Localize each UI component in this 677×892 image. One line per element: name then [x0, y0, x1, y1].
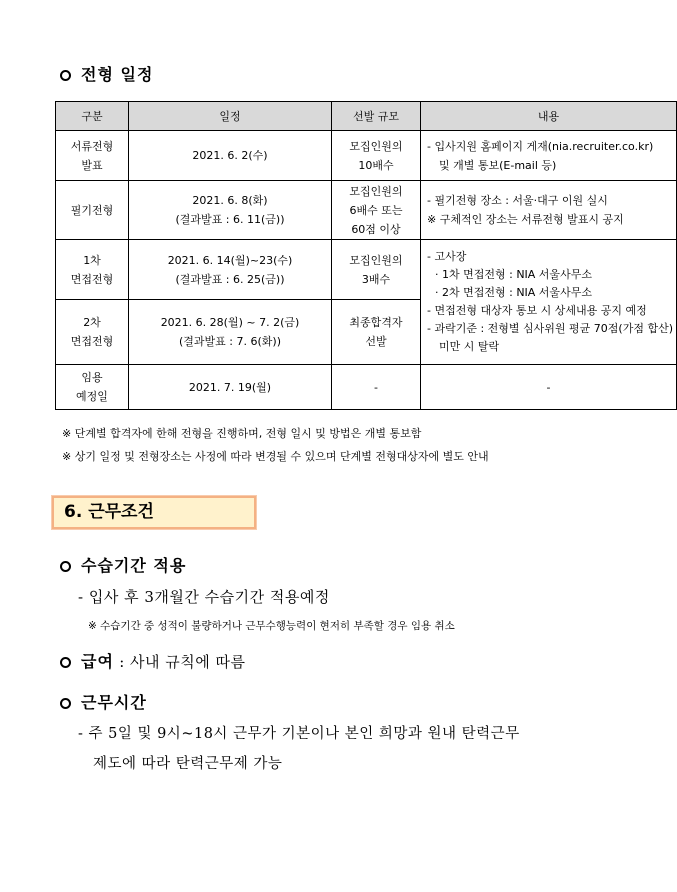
table-row — [56, 131, 677, 181]
hours-heading: 근무시간 — [60, 690, 147, 713]
row-content: - 필기전형 장소 : 서울·대구 이원 실시 ※ 구체적인 장소는 서류전형 발표시 공지 — [421, 181, 677, 240]
row-content: - — [421, 365, 677, 410]
row-date: 2021. 7. 19(월) — [129, 365, 332, 410]
header-date: 일정 — [129, 102, 332, 131]
table-row — [56, 181, 677, 240]
header-type: 구분 — [56, 102, 129, 131]
salary-heading: 급여 — [81, 652, 114, 671]
row-content: - 입사지원 홈페이지 게재(nia.recruiter.co.kr) 및 개별 통보(E-mail 등) — [421, 131, 677, 181]
row-scale: 모집인원의 6배수 또는 60점 이상 — [332, 181, 421, 240]
probation-text: - 입사 후 3개월간 수습기간 적용예정 — [78, 588, 330, 606]
circle-bullet-icon — [60, 561, 71, 572]
probation-note: ※ 수습기간 중 성적이 불량하거나 근무수행능력이 현저히 부족할 경우 임용 취소 — [88, 620, 455, 632]
circle-bullet-icon — [60, 698, 71, 709]
header-content: 내용 — [421, 102, 677, 131]
row-type: 서류전형 발표 — [56, 131, 129, 181]
schedule-table — [55, 101, 677, 410]
row-type: 1차 면접전형 — [56, 240, 129, 300]
row-scale: 모집인원의 3배수 — [332, 240, 421, 300]
table-header-row — [56, 102, 677, 131]
header-scale: 선발 규모 — [332, 102, 421, 131]
row-scale: 최종합격자 선발 — [332, 300, 421, 365]
probation-heading: 수습기간 적용 — [60, 553, 186, 576]
row-scale: - — [332, 365, 421, 410]
row-type: 임용 예정일 — [56, 365, 129, 410]
row-date: 2021. 6. 14(월)~23(수) (결과발표 : 6. 25(금)) — [129, 240, 332, 300]
row-date: 2021. 6. 2(수) — [129, 131, 332, 181]
section6-title: 6. 근무조건 — [52, 496, 256, 529]
circle-bullet-icon — [60, 70, 71, 81]
row-date: 2021. 6. 8(화) (결과발표 : 6. 11(금)) — [129, 181, 332, 240]
schedule-heading: 전형 일정 — [60, 62, 153, 85]
row-scale: 모집인원의 10배수 — [332, 131, 421, 181]
table-row — [56, 240, 677, 300]
salary-text: : 사내 규칙에 따름 — [113, 653, 246, 671]
row-type: 2차 면접전형 — [56, 300, 129, 365]
hours-text-line1: - 주 5일 및 9시~18시 근무가 기본이나 본인 희망과 원내 탄력근무 — [78, 726, 520, 742]
schedule-note-1: ※ 단계별 합격자에 한해 전형을 진행하며, 전형 일시 및 방법은 개별 통보함 — [62, 427, 422, 440]
row-date: 2021. 6. 28(월) ~ 7. 2(금) (결과발표 : 7. 6(화)) — [129, 300, 332, 365]
hours-text-line2: 제도에 따라 탄력근무제 가능 — [93, 756, 283, 772]
salary-line — [60, 649, 245, 672]
row-type: 필기전형 — [56, 181, 129, 240]
schedule-note-2: ※ 상기 일정 및 전형장소는 사정에 따라 변경될 수 있으며 단계별 전형대상자에 별도 안내 — [62, 450, 489, 463]
interview-content: - 고사장 · 1차 면접전형 : NIA 서울사무소 · 2차 면접전형 : NIA 서울사무소 - 면접전형 대상자 통보 시 상세내용 공지 예정 - 과락기준 : 전형별 심사위원 평균 70점(가점 합산) 미만 시 탈락 — [421, 240, 677, 365]
table-row — [56, 365, 677, 410]
circle-bullet-icon — [60, 657, 71, 668]
